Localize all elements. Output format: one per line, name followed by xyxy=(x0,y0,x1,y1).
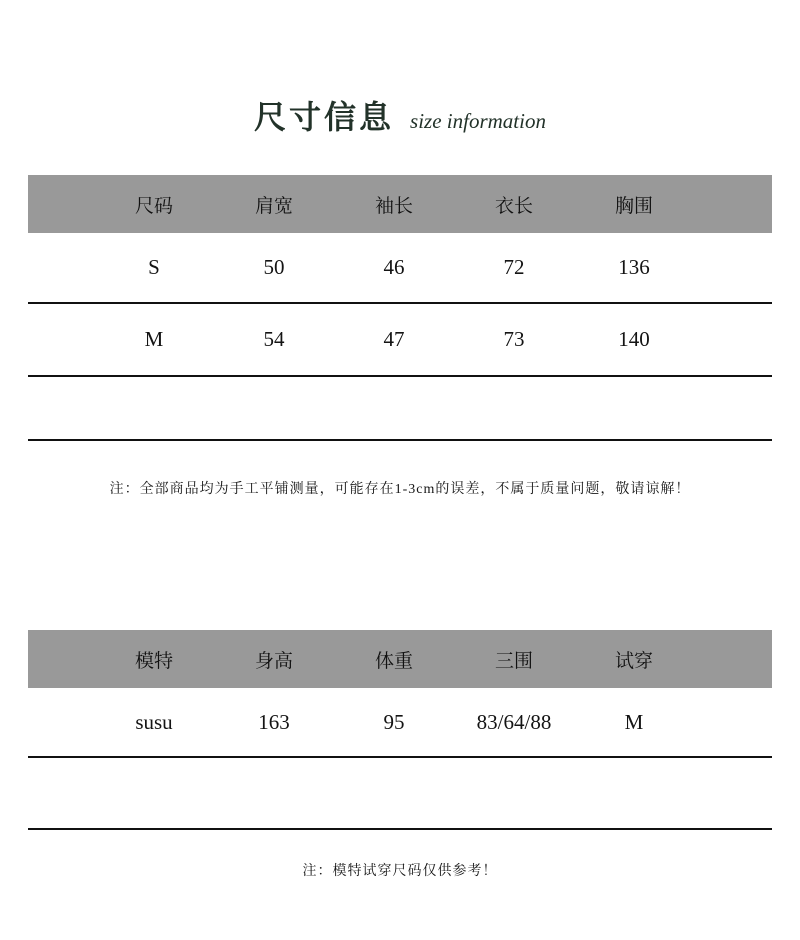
length-cell: 72 xyxy=(503,255,525,279)
model-measurements-cell: 83/64/88 xyxy=(476,709,552,734)
model-table-empty-row xyxy=(28,758,772,830)
shoulder-cell: 50 xyxy=(263,255,285,279)
size-table-empty-row xyxy=(28,377,772,441)
model-height-cell: 163 xyxy=(258,709,290,734)
model-fitting-cell: M xyxy=(624,709,644,734)
model-name-cell: susu xyxy=(135,709,173,734)
size-table-header-row xyxy=(28,175,772,233)
model-table-header-height: 身高 xyxy=(254,650,293,672)
model-table xyxy=(28,630,772,830)
model-weight-cell: 95 xyxy=(383,709,405,734)
model-table-header-model: 模特 xyxy=(134,650,173,672)
size-table-header-length: 衣长 xyxy=(494,195,533,217)
model-table-header-row xyxy=(28,630,772,688)
sleeve-cell: 46 xyxy=(383,255,405,279)
size-table-header-shoulder: 肩宽 xyxy=(254,195,293,217)
size-table-row-m xyxy=(28,304,772,377)
model-table-header-weight: 体重 xyxy=(374,650,413,672)
size-table-header-sleeve: 袖长 xyxy=(374,195,413,217)
shoulder-cell: 54 xyxy=(263,327,285,351)
size-table xyxy=(28,175,772,441)
bust-cell: 136 xyxy=(618,255,650,279)
page-title xyxy=(0,92,800,138)
size-cell: M xyxy=(144,327,164,351)
page-title-en: size information xyxy=(410,109,546,133)
bust-cell: 140 xyxy=(618,327,650,351)
sleeve-cell: 47 xyxy=(383,327,405,351)
size-table-header-size: 尺码 xyxy=(134,195,173,217)
model-table-header-fitting: 试穿 xyxy=(614,650,653,672)
size-cell: S xyxy=(148,255,160,279)
model-table-row-susu xyxy=(28,688,772,758)
measurement-note: 注：全部商品均为手工平铺测量，可能存在1-3cm的误差，不属于质量问题，敬请谅解！ xyxy=(109,482,691,497)
model-fitting-note: 注：模特试穿尺码仅供参考！ xyxy=(302,864,498,879)
size-table-row-s xyxy=(28,233,772,304)
length-cell: 73 xyxy=(503,327,525,351)
model-table-header-measurements: 三围 xyxy=(494,650,533,672)
size-table-header-bust: 胸围 xyxy=(614,195,653,217)
page-title-cn: 尺寸信息 xyxy=(254,99,395,135)
